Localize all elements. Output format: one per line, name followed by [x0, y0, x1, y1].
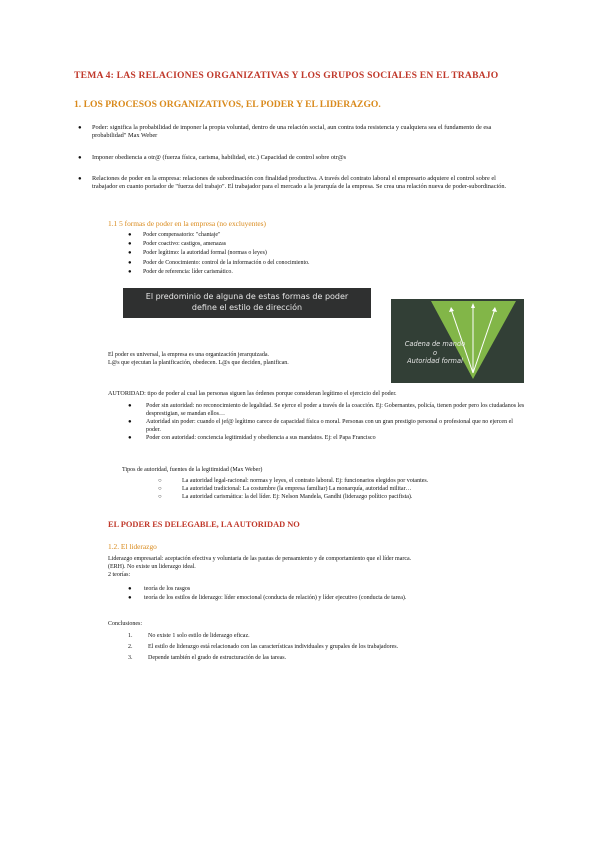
list-item	[158, 493, 428, 501]
list-item-text: Poder de referencia: líder carismático.	[143, 268, 233, 275]
chalk-line-2: o	[432, 348, 438, 357]
universal-line-1: El poder es universal, la empresa es una organización jerarquizada.	[108, 352, 269, 358]
list-item	[128, 642, 398, 653]
subsection-heading-formas: 1.1 5 formas de poder en la empresa (no excluyentes)	[108, 219, 267, 228]
list-item	[126, 434, 526, 442]
autoridad-list	[126, 402, 526, 442]
circle-bullet-icon: ○	[158, 486, 162, 492]
list-item	[128, 231, 310, 240]
list-item-text: La autoridad tradicional: La costumbre (la empresa familiar) La monarquía, autoridad militar…	[182, 486, 412, 492]
list-item-text: Poder con autoridad: conciencia legitimidad y obediencia a sus mandatos. Ej: el Papa Francisco	[146, 435, 376, 441]
list-item	[158, 485, 428, 493]
list-item	[128, 653, 398, 664]
universal-line-2: L@s que ejecutan la planificación, obedecen. L@s que deciden, planifican.	[108, 360, 289, 366]
list-item	[126, 402, 526, 418]
list-item	[128, 249, 310, 258]
list-item-text: Poder sin autoridad: no reconocimiento de legalidad. Se ejerce el poder a través de la coacción. Ej: Gobernantes, policía, tienen poder pero los ciudadanos les desprestigian, se mandan ellos…	[146, 403, 525, 417]
direction-style-banner	[123, 288, 371, 318]
banner-line-1: El predominio de alguna de estas formas de poder	[145, 292, 349, 301]
bullet-obediencia	[78, 154, 512, 162]
list-item-text: El estilo de liderazgo está relacionado con las características individuales y grupales de los trabajadores.	[148, 644, 399, 650]
bullet-relaciones	[78, 175, 512, 192]
list-item-text: teoría de los estilos de liderazgo: líder emocional (conducta de relación) y líder ejecutivo (conducta de tarea).	[144, 595, 407, 601]
teorias-list	[128, 585, 406, 603]
bullet-dot-icon: ●	[78, 155, 82, 161]
list-item	[126, 418, 526, 434]
list-item-text: No existe 1 solo estilo de liderazgo eficaz.	[148, 633, 250, 639]
bullet-dot-icon: ●	[128, 403, 132, 409]
list-item-text: Autoridad sin poder: cuando el jef@ legítimo carece de capacidad física o moral. Personas con un gran prestigio personal o profesional que no ejercen el poder.	[146, 419, 513, 433]
bullet-dot-icon: ●	[128, 586, 132, 592]
list-item	[158, 477, 428, 485]
list-item-text: La autoridad carismática: la del líder. Ej: Nelson Mandela, Gandhi (liderazgo político pacifista).	[182, 494, 413, 500]
subsection-heading-liderazgo: 1.2. El liderazgo	[108, 542, 157, 551]
bullet-text: Imponer obediencia a otr@ (fuerza física, carisma, habilidad, etc.) Capacidad de control sobre otr@s	[92, 154, 347, 161]
list-number: 1.	[128, 633, 133, 639]
teorias-label: 2 teorías:	[108, 572, 131, 579]
universal-paragraph	[108, 351, 388, 367]
list-item	[128, 594, 406, 603]
conclusiones-label: Conclusiones:	[108, 621, 142, 627]
liderazgo-line-2: (ERH). No existe un liderazgo ideal.	[108, 564, 196, 571]
list-number: 2.	[128, 644, 133, 650]
formas-list	[128, 231, 310, 277]
section-heading: 1. LOS PROCESOS ORGANIZATIVOS, EL PODER Y EL LIDERAZGO.	[74, 99, 381, 110]
liderazgo-paragraph	[108, 555, 528, 580]
bullet-dot-icon: ●	[128, 250, 132, 257]
bullet-dot-icon: ●	[78, 125, 82, 131]
list-item	[128, 585, 406, 594]
delegable-statement: EL PODER ES DELEGABLE, LA AUTORIDAD NO	[108, 520, 300, 529]
bullet-dot-icon: ●	[128, 259, 132, 266]
list-item	[128, 631, 398, 642]
list-item	[128, 268, 310, 277]
list-item-text: Poder coactivo: castigos, amenazas	[143, 241, 227, 248]
list-item	[128, 240, 310, 249]
page-title: TEMA 4: LAS RELACIONES ORGANIZATIVAS Y LOS GRUPOS SOCIALES EN EL TRABAJO	[74, 70, 499, 81]
chalkboard-caption	[395, 340, 475, 366]
bullet-text: Poder: significa la probabilidad de imponer la propia voluntad, dentro de una relación social, aun contra toda resistencia y cualquiera sea el fundamento de esa probabilidad" Max Weber	[92, 124, 492, 140]
chalkboard-image	[391, 299, 524, 383]
chalk-line-1: Cadena de mando	[404, 340, 466, 348]
bullet-dot-icon: ●	[128, 595, 132, 601]
list-item-text: La autoridad legal-racional: normas y leyes, el contrato laboral. Ej: funcionarios elegidos por votantes.	[182, 478, 429, 484]
liderazgo-line-1: Liderazgo empresarial: aceptación efectiva y voluntaria de las pautas de pensamiento y de comportamiento que el líder marca.	[108, 556, 412, 562]
bullet-dot-icon: ●	[78, 176, 82, 182]
bullet-dot-icon: ●	[128, 435, 132, 441]
bullet-dot-icon: ●	[128, 268, 132, 275]
list-item-text: Depende también el grado de estructuración de las tareas.	[148, 655, 287, 661]
bullet-dot-icon: ●	[128, 419, 132, 425]
chalk-line-3: Autoridad formal	[407, 357, 463, 365]
list-item-text: Poder compensatorio: "chantaje"	[143, 232, 221, 238]
bullet-poder	[78, 124, 512, 141]
circle-bullet-icon: ○	[158, 494, 162, 500]
bullet-text: Relaciones de poder en la empresa: relaciones de subordinación con finalidad productiva. A través del contrato laboral el empresario adquiere el control sobre el trabajador en cuanto portador de "fuerza del trabajo". El trabajador para el mercado a la jerarquía de la empresa. Se crea una relación nueva de poder-subordinación.	[92, 175, 507, 191]
list-item	[128, 259, 310, 268]
autoridad-definition: AUTORIDAD: tipo de poder al cual las personas siguen las órdenes porque consideran legítimo el ejercicio del poder.	[108, 391, 397, 397]
bullet-dot-icon: ●	[128, 232, 132, 238]
list-item-text: Poder legítimo: la autoridad formal (normas o leyes)	[143, 250, 267, 257]
bullet-dot-icon: ●	[128, 241, 132, 248]
banner-line-2: define el estilo de dirección	[191, 303, 303, 312]
tipos-heading: Tipos de autoridad, fuentes de la legitimidad (Max Weber)	[122, 467, 263, 473]
list-number: 3.	[128, 655, 133, 661]
list-item-text: Poder de Conocimiento: control de la información o del conocimiento.	[143, 259, 310, 266]
list-item-text: teoría de los rasgos	[144, 586, 191, 592]
circle-bullet-icon: ○	[158, 478, 162, 484]
conclusiones-list	[128, 631, 398, 664]
tipos-list	[158, 477, 428, 501]
